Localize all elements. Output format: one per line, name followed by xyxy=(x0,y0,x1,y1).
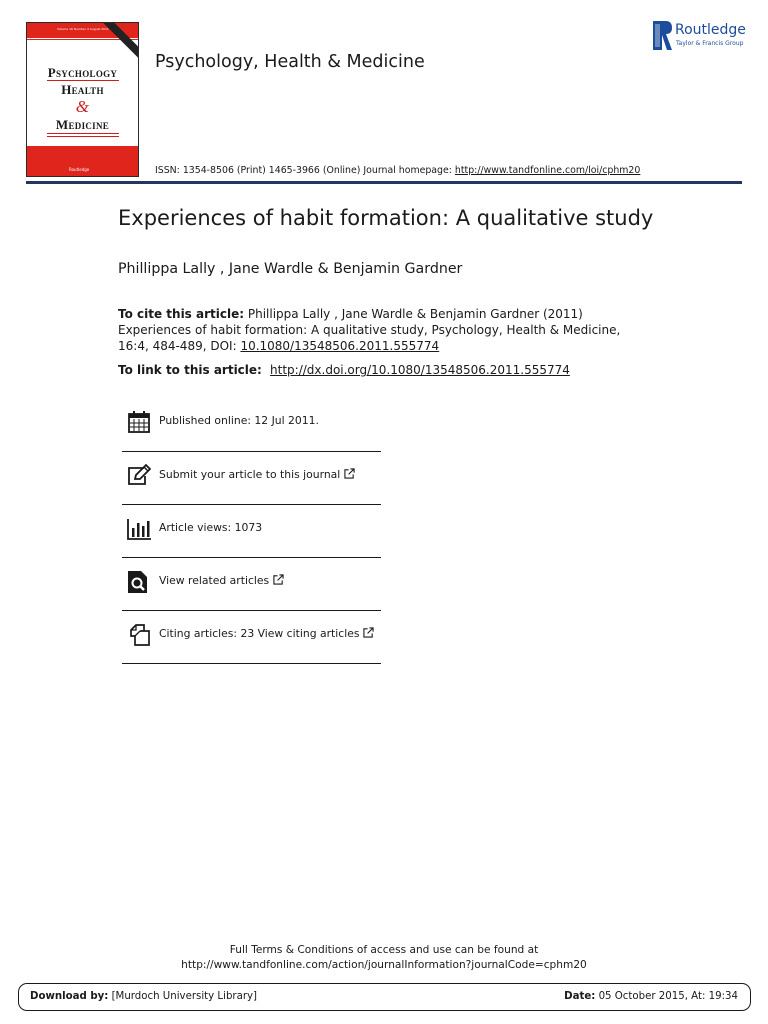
info-row-published xyxy=(122,398,381,452)
terms-notice xyxy=(0,943,768,973)
cover-meta: Volume 16 Number 4 August 2011 xyxy=(57,27,109,31)
terms-url[interactable]: http://www.tandfonline.com/action/journalInformation?journalCode=cphm20 xyxy=(181,959,587,971)
related-articles-link[interactable] xyxy=(159,574,284,587)
published-date: Published online: 12 Jul 2011. xyxy=(159,414,319,427)
journal-cover-image xyxy=(26,22,139,177)
cover-bottom-band xyxy=(27,146,138,176)
date-info xyxy=(564,991,738,1002)
search-document-icon xyxy=(127,570,151,594)
routledge-logo xyxy=(653,21,753,53)
article-authors: Phillippa Lally , Jane Wardle & Benjamin Gardner xyxy=(118,261,463,277)
citing-articles-label: Citing articles: 23 View citing articles xyxy=(159,627,360,640)
article-link-line xyxy=(118,363,570,377)
article-title: Experiences of habit formation: A qualitative study xyxy=(118,206,654,230)
calendar-icon xyxy=(127,410,151,434)
logo-name: Routledge xyxy=(675,22,746,38)
download-footer xyxy=(18,983,751,1011)
download-info xyxy=(30,991,257,1002)
date-label: Date: xyxy=(564,991,596,1002)
cover-rule xyxy=(47,136,119,137)
edit-icon xyxy=(127,464,151,488)
cover-rule xyxy=(47,133,119,134)
info-row-citing[interactable] xyxy=(122,611,381,664)
submit-article-label: Submit your article to this journal xyxy=(159,468,341,481)
submit-article-link[interactable] xyxy=(159,468,355,481)
external-link-icon xyxy=(273,574,284,585)
journal-homepage-link[interactable]: http://www.tandfonline.com/loi/cphm20 xyxy=(454,165,641,176)
info-row-related[interactable] xyxy=(122,558,381,611)
article-views: Article views: 1073 xyxy=(159,521,263,534)
bar-chart-icon xyxy=(127,517,151,541)
citing-articles-link[interactable] xyxy=(159,627,374,640)
cite-text: Phillippa Lally , Jane Wardle & Benjamin Gardner (2011) Experiences of habit formation: A qualitative study, Psychology, Health & Medicine, 16:4, 484-489, DOI: xyxy=(118,307,621,353)
citation-block xyxy=(118,306,638,354)
cite-doi-link[interactable]: 10.1080/13548506.2011.555774 xyxy=(240,339,440,353)
external-link-icon xyxy=(363,627,374,638)
download-value: [Murdoch University Library] xyxy=(108,991,258,1002)
info-row-views xyxy=(122,505,381,558)
date-value: 05 October 2015, At: 19:34 xyxy=(595,991,738,1002)
info-row-submit[interactable] xyxy=(122,452,381,505)
issn-line xyxy=(155,165,640,176)
cover-title-line3: Medicine xyxy=(55,117,110,132)
citing-documents-icon xyxy=(127,623,151,647)
cover-title-line1: Psychology xyxy=(47,65,118,80)
cover-title-line2: Health xyxy=(61,82,104,97)
terms-line1: Full Terms & Conditions of access and use can be found at xyxy=(229,944,539,956)
link-label: To link to this article: xyxy=(118,363,267,377)
journal-name: Psychology, Health & Medicine xyxy=(155,52,425,72)
external-link-icon xyxy=(344,468,355,479)
issn-text: ISSN: 1354-8506 (Print) 1465-3966 (Online) Journal homepage: xyxy=(155,165,455,176)
routledge-logo-icon xyxy=(653,21,672,50)
download-label: Download by: xyxy=(30,991,109,1002)
article-doi-url[interactable]: http://dx.doi.org/10.1080/13548506.2011.555774 xyxy=(270,363,570,377)
cover-publisher: Routledge xyxy=(69,167,90,172)
related-articles-label: View related articles xyxy=(159,574,270,587)
article-info-list xyxy=(122,398,381,664)
cite-label: To cite this article: xyxy=(118,307,245,321)
header-divider xyxy=(26,181,742,184)
logo-subtitle: Taylor & Francis Group xyxy=(676,40,744,47)
cover-title-amp: & xyxy=(75,97,90,116)
